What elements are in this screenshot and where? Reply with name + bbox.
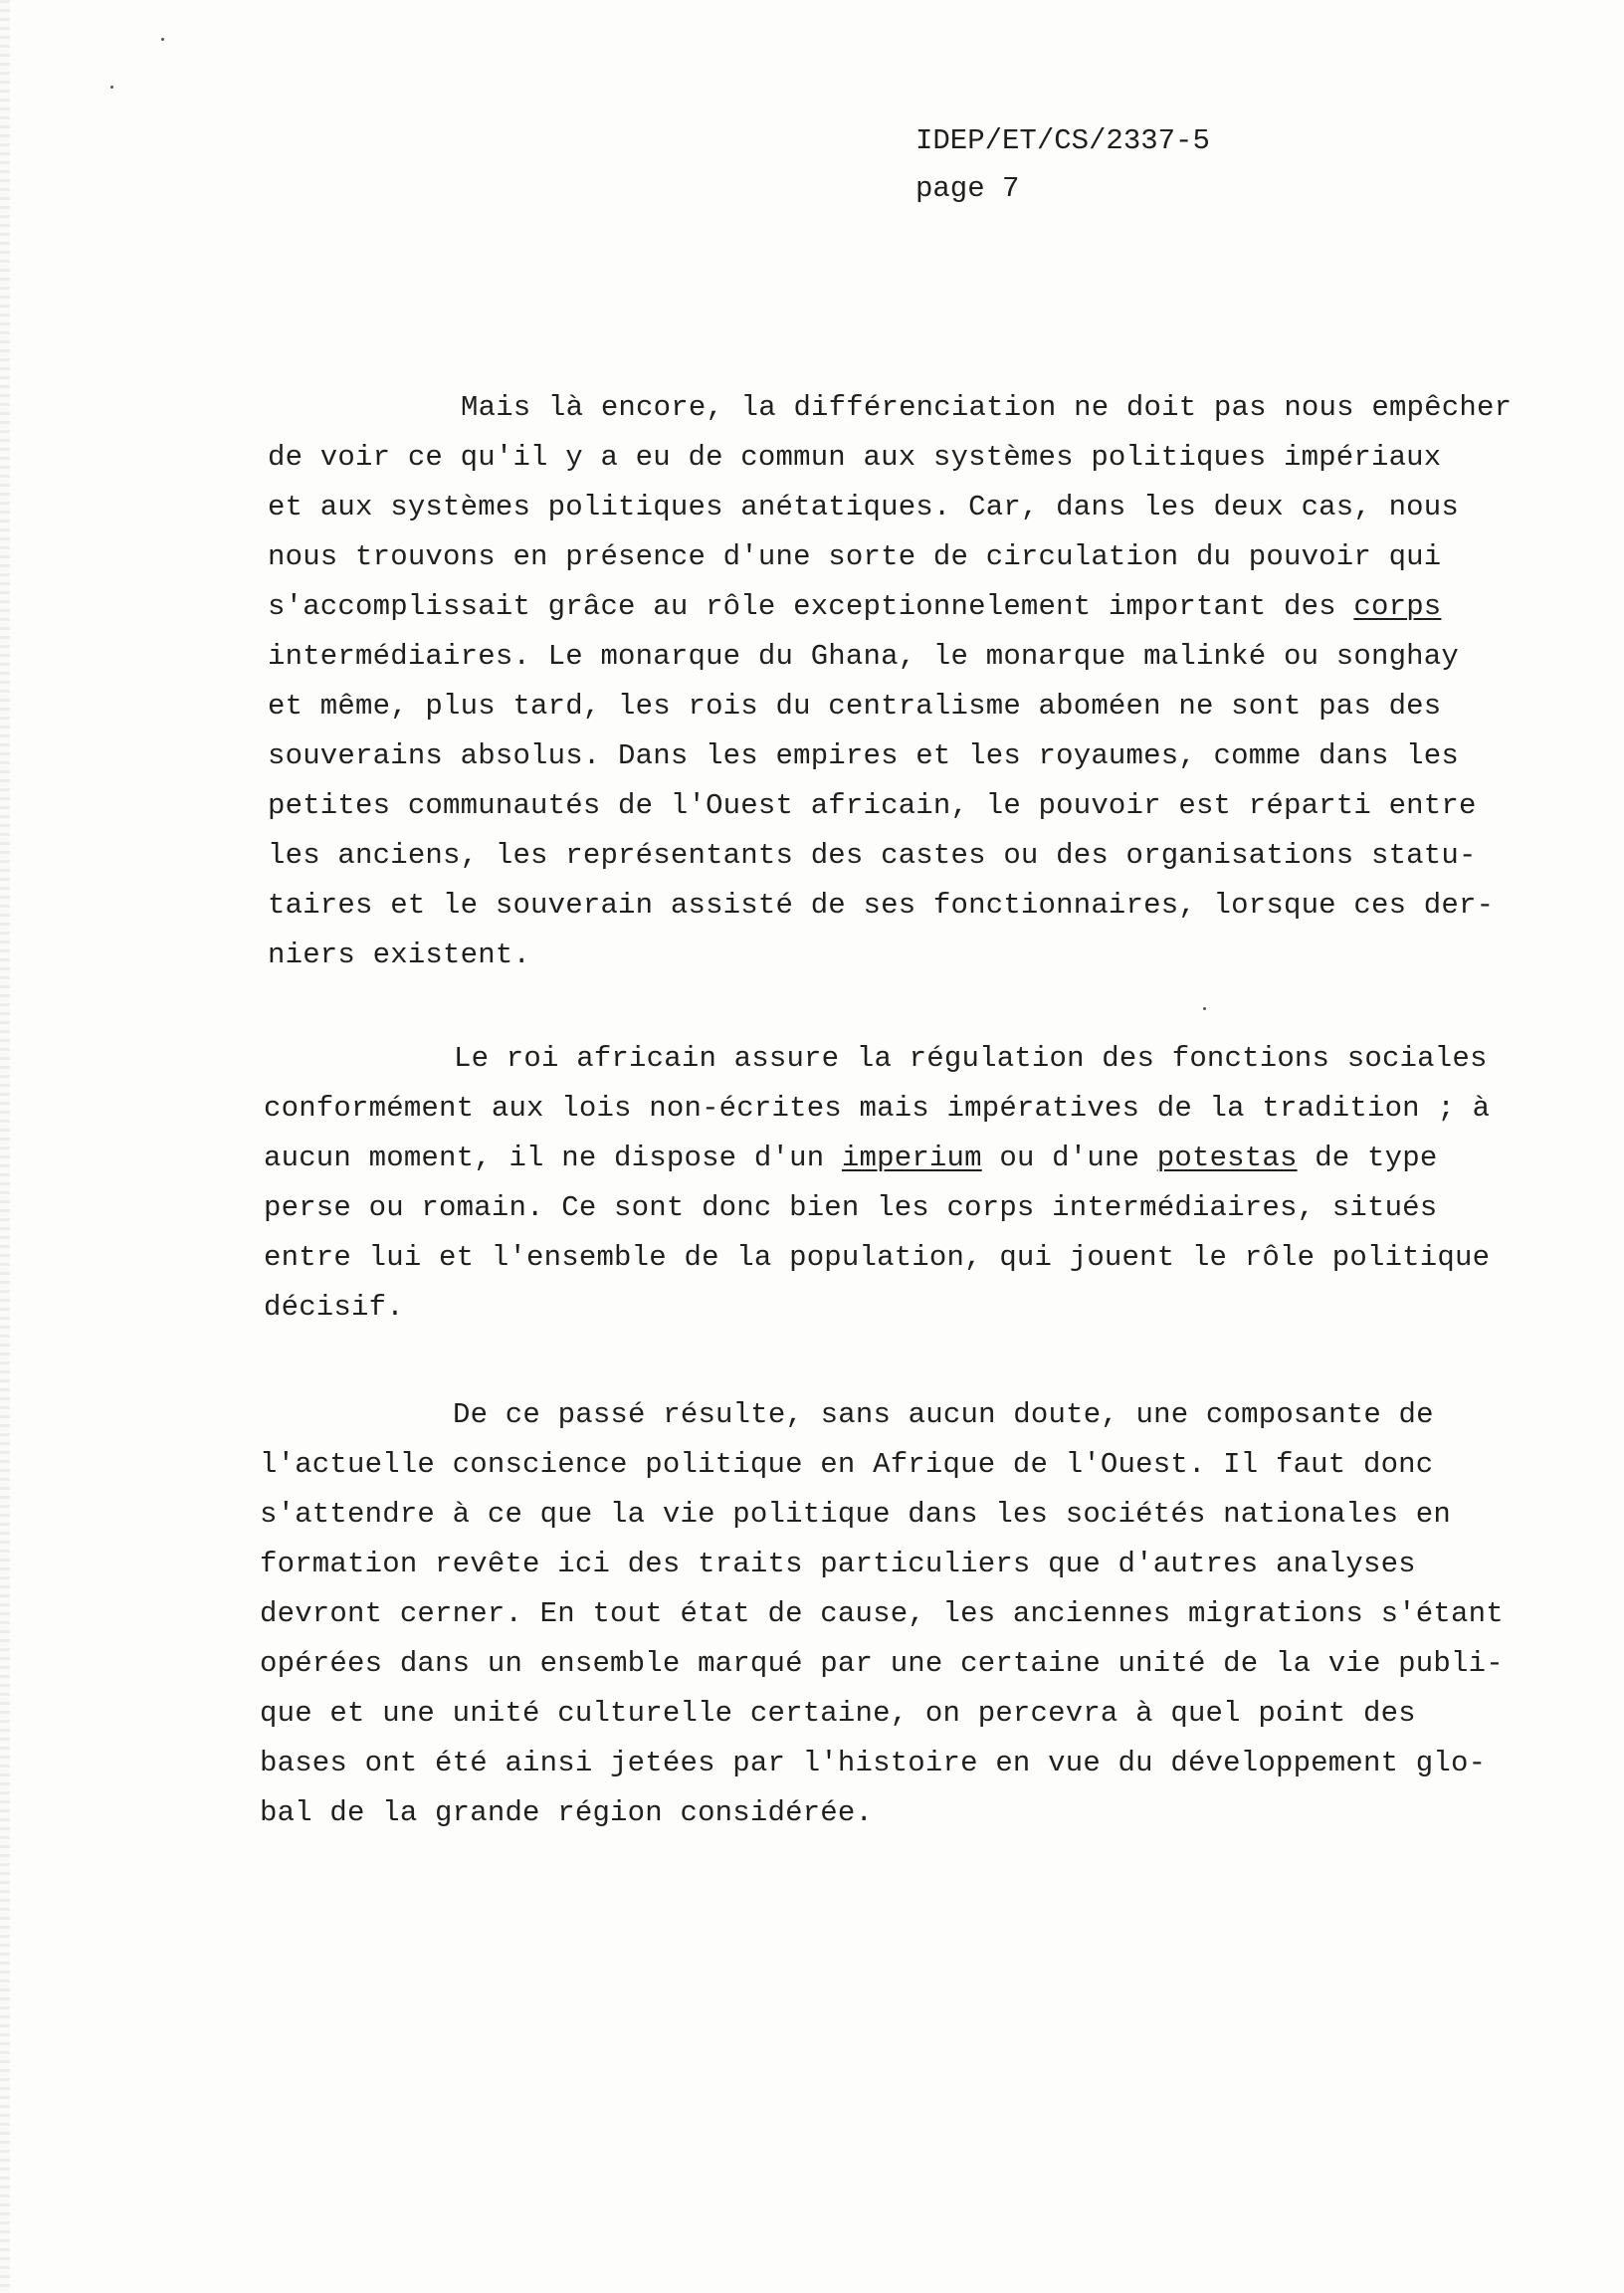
text-line: de voir ce qu'il y a eu de commun aux systèmes politiques impériaux: [268, 441, 1442, 474]
underlined-word: potestas: [1156, 1142, 1298, 1174]
text-line: intermédiaires. Le monarque du Ghana, le monarque malinké ou songhay: [268, 640, 1459, 673]
document-reference: IDEP/ET/CS/2337-5: [915, 124, 1210, 157]
underlined-word: corps: [1353, 590, 1442, 623]
ink-speck: [110, 86, 113, 89]
text-segment: de type: [1297, 1142, 1438, 1174]
text-line: niers existent.: [268, 938, 531, 971]
text-line: décisif.: [264, 1291, 404, 1324]
text-segment: aucun moment, il ne dispose d'un: [264, 1142, 842, 1174]
text-line: l'actuelle conscience politique en Afrique de l'Ouest. Il faut donc: [260, 1448, 1434, 1481]
text-line: [264, 1142, 1437, 1174]
text-line: devront cerner. En tout état de cause, les anciennes migrations s'étant: [260, 1597, 1504, 1630]
scan-edge: [0, 0, 10, 2293]
text-line: taires et le souverain assisté de ses fonctionnaires, lorsque ces der-: [268, 889, 1495, 922]
text-segment: ou d'une: [981, 1142, 1157, 1174]
page-number: page 7: [915, 172, 1020, 205]
text-line: bal de la grande région considérée.: [260, 1796, 874, 1829]
text-line: nous trouvons en présence d'une sorte de circulation du pouvoir qui: [268, 540, 1442, 573]
text-line: entre lui et l'ensemble de la population, qui jouent le rôle politique: [264, 1241, 1491, 1274]
document-header: [915, 117, 1210, 213]
text-line: que et une unité culturelle certaine, on percevra à quel point des: [260, 1697, 1416, 1730]
text-line: petites communautés de l'Ouest africain, le pouvoir est réparti entre: [268, 789, 1477, 822]
text-line: conformément aux lois non-écrites mais impératives de la tradition ; à: [264, 1092, 1491, 1125]
text-line: les anciens, les représentants des castes ou des organisations statu-: [268, 839, 1477, 872]
ink-speck: [1203, 1007, 1206, 1010]
text-line: Mais là encore, la différenciation ne doit pas nous empêcher: [461, 391, 1513, 424]
text-segment: s'accomplissait grâce au rôle exceptionnelement important des: [268, 590, 1354, 623]
ink-speck: [161, 38, 164, 41]
text-line: souverains absolus. Dans les empires et les royaumes, comme dans les: [268, 739, 1459, 772]
text-line: bases ont été ainsi jetées par l'histoire en vue du développement glo-: [260, 1747, 1487, 1779]
text-line: et même, plus tard, les rois du centralisme aboméen ne sont pas des: [268, 690, 1442, 723]
text-line: perse ou romain. Ce sont donc bien les corps intermédiaires, situés: [264, 1191, 1438, 1224]
text-line: et aux systèmes politiques anétatiques. Car, dans les deux cas, nous: [268, 491, 1459, 523]
text-line: De ce passé résulte, sans aucun doute, une composante de: [453, 1398, 1434, 1431]
text-line: formation revête ici des traits particuliers que d'autres analyses: [260, 1548, 1416, 1580]
text-line: opérées dans un ensemble marqué par une certaine unité de la vie publi-: [260, 1647, 1504, 1680]
text-line: Le roi africain assure la régulation des fonctions sociales: [454, 1042, 1488, 1075]
text-line: s'attendre à ce que la vie politique dans les sociétés nationales en: [260, 1498, 1451, 1531]
underlined-word: imperium: [841, 1142, 982, 1174]
text-line: [268, 590, 1441, 623]
